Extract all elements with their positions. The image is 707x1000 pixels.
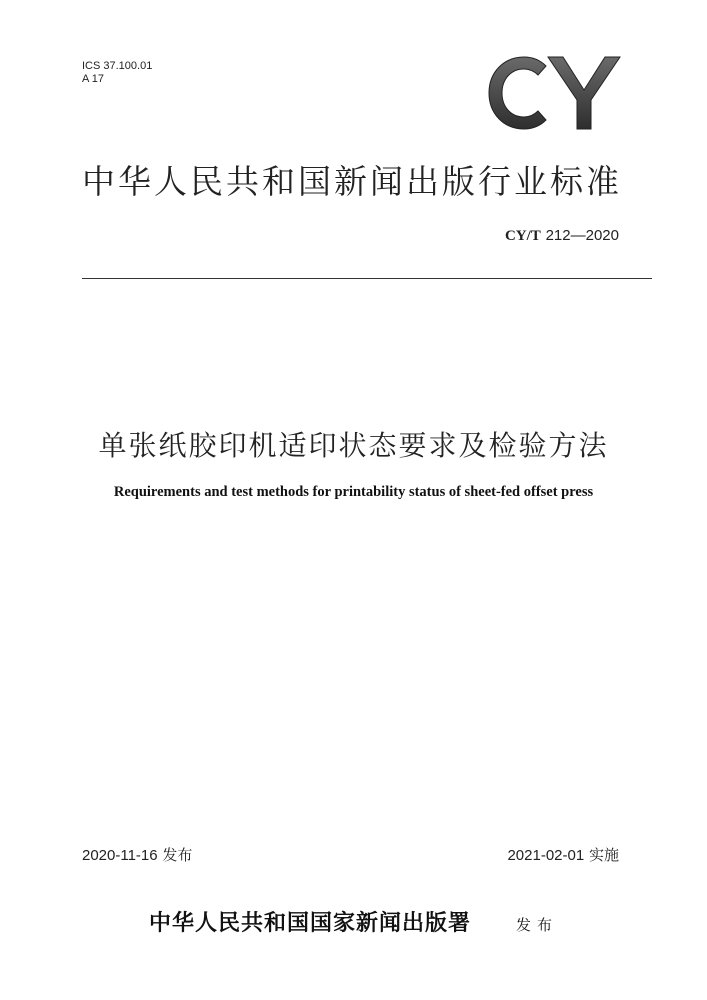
publisher-row: [0, 906, 707, 937]
classification-codes: [82, 60, 152, 86]
issue-date: 2020-11-16: [82, 847, 158, 864]
publisher-label: 发布: [516, 916, 559, 934]
effective-info: [507, 844, 619, 865]
standard-code-number: 212—2020: [545, 227, 619, 244]
ccs-code: A 17: [82, 73, 105, 85]
effective-date: 2021-02-01: [507, 847, 585, 864]
standard-number: [505, 226, 619, 245]
publisher-name: 中华人民共和国国家新闻出版署: [148, 910, 471, 936]
cy-logo: [484, 52, 624, 134]
header-divider: [82, 278, 652, 279]
issue-info: [82, 844, 192, 865]
standard-category-title: 中华人民共和国新闻出版行业标准: [82, 162, 622, 201]
standard-code-prefix: CY/T: [504, 228, 541, 244]
issue-label: 发布: [162, 846, 193, 864]
effective-label: 实施: [588, 846, 619, 864]
ics-code: ICS 37.100.01: [82, 60, 153, 72]
document-title-english: Requirements and test methods for printability status of sheet-fed offset press: [113, 484, 594, 500]
document-title-chinese: 单张纸胶印机适印状态要求及检验方法: [98, 429, 609, 462]
